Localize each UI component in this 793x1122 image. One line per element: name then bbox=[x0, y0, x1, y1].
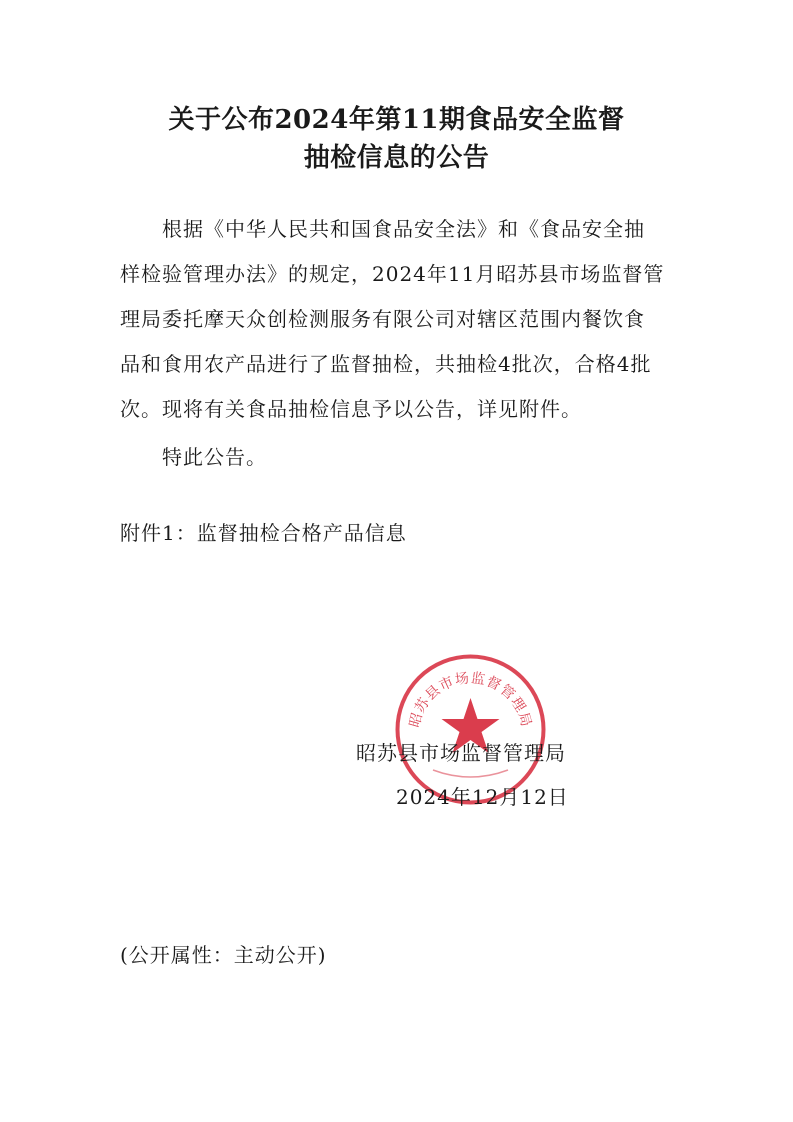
body-line-1: 根据《中华人民共和国食品安全法》和《食品安全抽 bbox=[162, 217, 645, 241]
body-line-4: 品和食用农产品进行了监督抽检，共抽检4批次，合格4批 bbox=[120, 352, 652, 376]
attachment-link[interactable]: 附件1：监督抽检合格产品信息 bbox=[120, 521, 407, 545]
body-line-3: 理局委托摩天众创检测服务有限公司对辖区范围内餐饮食 bbox=[120, 307, 645, 331]
signature-date: 2024年12月12日 bbox=[396, 785, 569, 809]
body-line-5: 次。现将有关食品抽检信息予以公告，详见附件。 bbox=[120, 397, 582, 421]
document-title-line-2: 抽检信息的公告 bbox=[303, 143, 490, 173]
disclosure-attribute: (公开属性：主动公开) bbox=[120, 943, 327, 967]
closing-text: 特此公告。 bbox=[162, 445, 267, 469]
document-title-line-1: 关于公布2024年第11期食品安全监督 bbox=[168, 105, 625, 135]
body-line-2: 样检验管理办法》的规定，2024年11月昭苏县市场监督管 bbox=[120, 262, 665, 286]
seal-text: 昭苏县市场监督管理局 bbox=[406, 670, 535, 730]
signature-org: 昭苏县市场监督管理局 bbox=[356, 741, 566, 765]
